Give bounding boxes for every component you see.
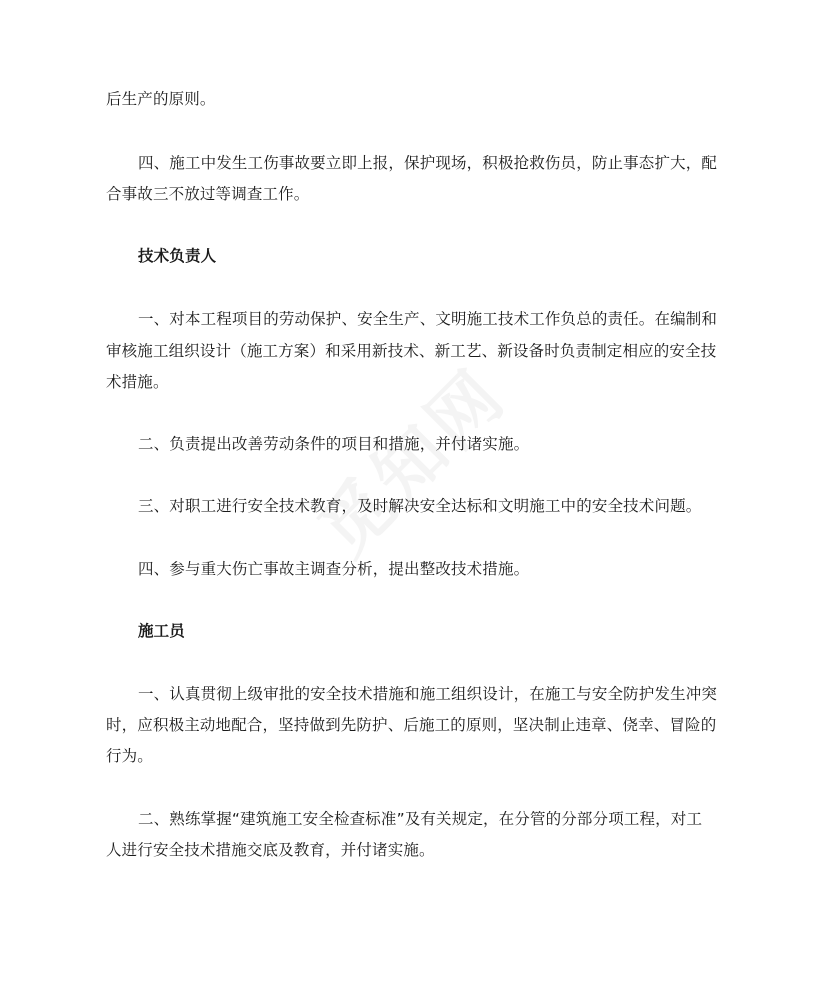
- paragraph-line: 一、对本工程项目的劳动保护、安全生产、文明施工技术工作负总的责任。在编制和: [138, 310, 718, 328]
- paragraph-line: 人进行安全技术措施交底及教育，并付诸实施。: [106, 841, 435, 859]
- paragraph-line: 合事故三不放过等调查工作。: [106, 185, 310, 203]
- paragraph-line: 二、负责提出改善劳动条件的项目和措施，并付诸实施。: [138, 435, 530, 453]
- paragraph-line: 审核施工组织设计（施工方案）和采用新技术、新工艺、新设备时负责制定相应的安全技: [106, 342, 717, 360]
- paragraph-line: 后生产的原则。: [106, 90, 216, 108]
- paragraph-line: 时，应积极主动地配合，坚持做到先防护、后施工的原则，坚决制止违章、侥幸、冒险的: [106, 716, 717, 734]
- section-heading-technical-lead: 技术负责人: [138, 247, 217, 265]
- paragraph-line: 四、参与重大伤亡事故主调查分析，提出整改技术措施。: [138, 560, 530, 578]
- section-heading-construction-worker: 施工员: [138, 622, 185, 640]
- paragraph-line: 一、认真贯彻上级审批的安全技术措施和施工组织设计，在施工与安全防护发生冲突: [138, 685, 718, 703]
- paragraph-line: 行为。: [106, 747, 153, 765]
- paragraph-line: 四、施工中发生工伤事故要立即上报，保护现场，积极抢救伤员，防止事态扩大，配: [138, 154, 718, 172]
- paragraph-line: 术措施。: [106, 373, 169, 391]
- paragraph-line: 二、熟练掌握“建筑施工安全检查标准”及有关规定，在分管的分部分项工程，对工: [138, 810, 703, 828]
- paragraph-line: 三、对职工进行安全技术教育，及时解决安全达标和文明施工中的安全技术问题。: [138, 497, 702, 515]
